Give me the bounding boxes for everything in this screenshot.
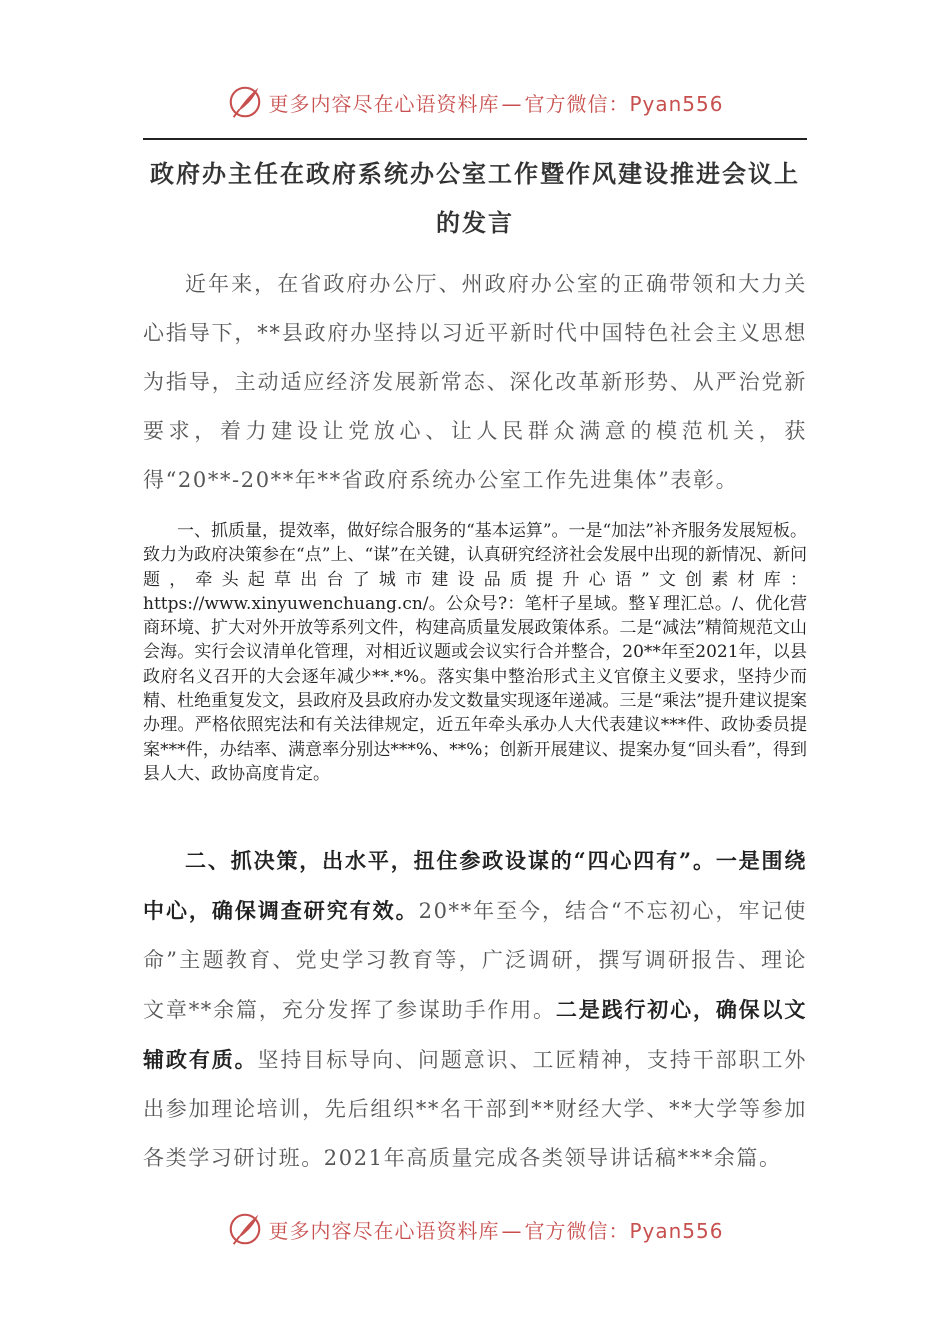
section-2-heading: 二、抓决策，出水平，扭住参政设谋的“四心四有”。 (185, 848, 716, 873)
header-rule (143, 138, 807, 140)
banner-text: 更多内容尽在心语资料库 — 官方微信：Pyan556 (268, 1218, 724, 1243)
quill-logo-icon (226, 1210, 264, 1248)
document-title (143, 150, 807, 248)
point-2-title: 二是践行初心，确保以文辅政有质。 (143, 997, 807, 1072)
paragraph-intro: 近年来，在省政府办公厅、州政府办公室的正确带领和大力关心指导下，**县政府办坚持以习近平新时代中国特色社会主义思想为指导，主动适应经济发展新常态、深化改革新形势、从严治党新要求，着力建设让党放心、让人民群众满意的模范机关，获得“20**-20**年**省政府系统办公室工作先进集体”表彰。 (143, 272, 807, 492)
paragraph-section-2 (143, 836, 807, 1183)
title-line-1: 政府办主任在政府系统办公室工作暨作风建设推进会议上 (150, 160, 800, 188)
point-2-body: 坚持目标导向、问题意识、工匠精神，支持干部职工外出参加理论培训，先后组织**名干部到**财经大学、**大学等参加各类学习研讨班。2021年高质量完成各类领导讲话稿***余篇。 (143, 1048, 808, 1170)
point-1-title: 一是围绕中心，确保调查研究有效。 (143, 848, 807, 923)
quill-logo-icon (226, 83, 264, 121)
footer-banner (0, 1209, 950, 1249)
title-line-2: 的发言 (436, 209, 514, 237)
point-1-body: 20**年至今，结合“不忘初心，牢记使命”主题教育、党史学习教育等，广泛调研，撰写调研报告、理论文章**余篇，充分发挥了参谋助手作用。 (143, 899, 808, 1022)
banner-text: 更多内容尽在心语资料库 — 官方微信：Pyan556 (268, 91, 724, 116)
header-banner (0, 82, 950, 122)
paragraph-section-1: 一、抓质量，提效率，做好综合服务的“基本运算”。一是“加法”补齐服务发展短板。致力为政府决策参在“点”上、“谋”在关键，认真研究经济社会发展中出现的新情况、新问题，牵头起草出台了城市建设品质提升心语”文创素材库：https://www.xinyuwenchuang.cn/。公众号?：笔杆子星域。整￥理汇总。/、优化营商环境、扩大对外开放等系列文件，构建高质量发展政策体系。二是“减法”精简规范文山会海。实行会议清单化管理，对相近议题或会议实行合并整合，20**年至2021年，以县政府名义召开的大会逐年减少**.*%。落实集中整治形式主义官僚主义要求，坚持少而精、杜绝重复发文，县政府及县政府办发文数量实现逐年递减。三是“乘法”提升建议提案办理。严格依照宪法和有关法律规定，近五年牵头承办人大代表建议***件、政协委员提案***件，办结率、满意率分别达***%、**%；创新开展建议、提案办复“回头看”，得到县人大、政协高度肯定。 (143, 521, 807, 784)
